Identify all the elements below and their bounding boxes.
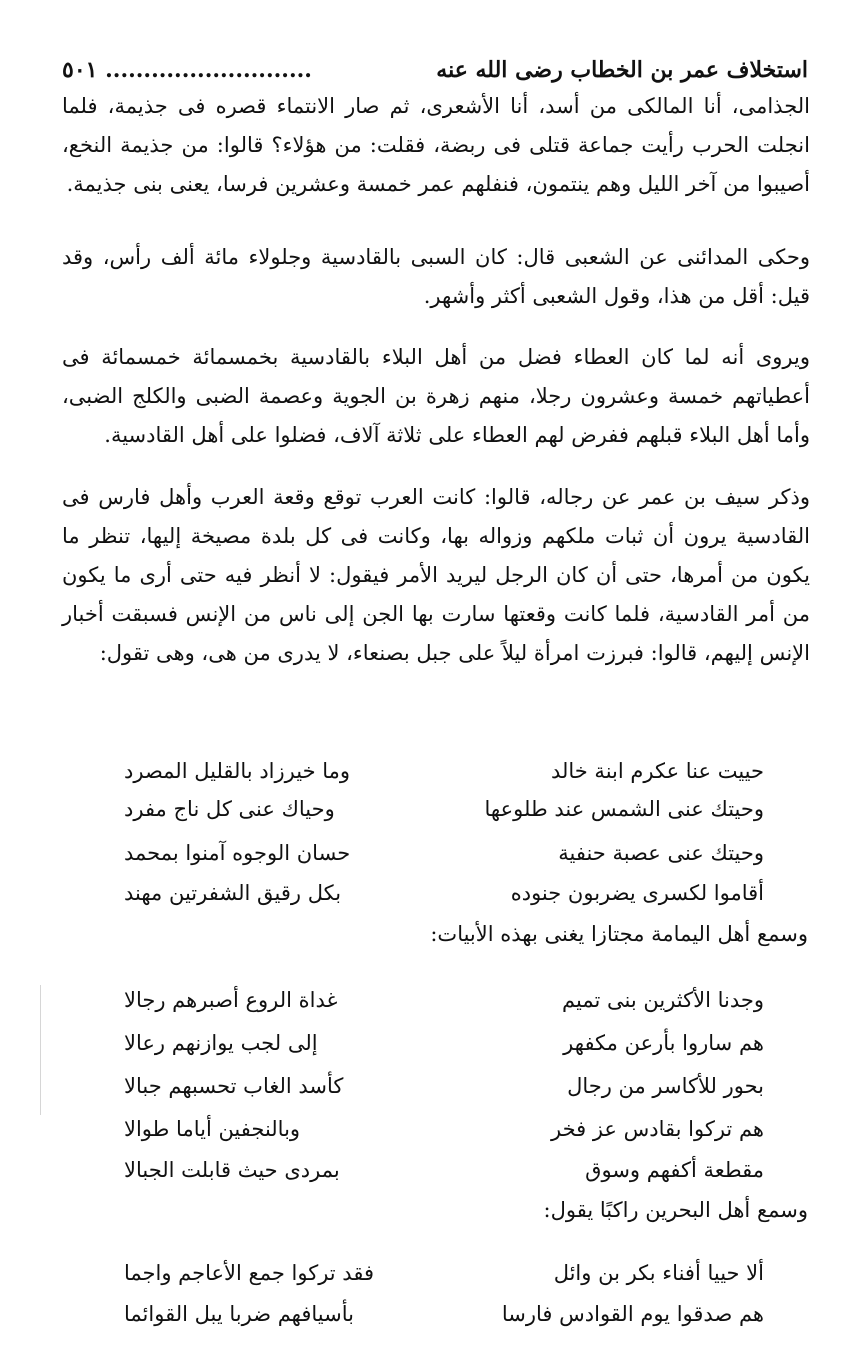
verse-line [124, 1296, 764, 1332]
paragraph: الجذامى، أنا المالكى من أسد، أنا الأشعرى، ثم صار الانتماء قصره فى جذيمة، فلما انجلت الحرب رأيت جماعة قتلى فى ربضة، فقلت: من هؤلاء؟ قالوا: من جذيمة النخع، أصيبوا من آخر الليل وهم ينتمون، فنفلهم عمر خمسة وعشرين فرسا، يعنى بنى جذيمة. [62, 94, 810, 196]
verse-second-hemistich: وبالنجفين أياما طوالا [124, 1117, 301, 1141]
verse-line [124, 753, 764, 789]
verse-first-hemistich: وحيتك عنى عصبة حنفية [558, 841, 764, 865]
verse-line [124, 1255, 764, 1291]
verse-first-hemistich: هم ساروا بأرعن مكفهر [563, 1031, 764, 1055]
verse-first-hemistich: وجدنا الأكثرين بنى تميم [562, 988, 764, 1012]
verse-first-hemistich: مقطعة أكفهم وسوق [585, 1158, 764, 1182]
paragraph: ويروى أنه لما كان العطاء فضل من أهل البلاء بالقادسية بخمسمائة خمسمائة فى أعطياتهم خمسة وعشرون رجلا، منهم زهرة بن الجوية وعصمة الضبى والكلج الضبى، وأما أهل البلاء قبلهم ففرض لهم العطاء على ثلاثة آلاف، فضلوا على أهل القادسية. [62, 345, 810, 447]
verse-first-hemistich: هم صدقوا يوم القوادس فارسا [501, 1302, 764, 1326]
verse-line [124, 1111, 764, 1147]
header-page-ref [62, 57, 312, 83]
verse-second-hemistich: بكل رقيق الشفرتين مهند [124, 881, 342, 905]
poem-intro: وسمع أهل البحرين راكبًا يقول: [543, 1198, 808, 1222]
verse-line [124, 982, 764, 1018]
page-number: ٥٠١ [62, 57, 98, 83]
verse-first-hemistich: هم تركوا بقادس عز فخر [550, 1117, 764, 1141]
verse-second-hemistich: غداة الروع أصبرهم رجالا [124, 988, 338, 1012]
header-leader-dots: ........................... [105, 57, 312, 83]
scan-fold-line [40, 985, 41, 1115]
verse-second-hemistich: حسان الوجوه آمنوا بمحمد [124, 841, 351, 865]
verse-second-hemistich: كأسد الغاب تحسبهم جبالا [124, 1074, 344, 1098]
verse-second-hemistich: إلى لجب يوازنهم رعالا [124, 1031, 318, 1055]
verse-second-hemistich: وما خيرزاد بالقليل المصرد [124, 759, 351, 783]
verse-first-hemistich: أقاموا لكسرى يضربون جنوده [510, 881, 764, 905]
verse-second-hemistich: بأسيافهم ضربا يبل القوائما [124, 1302, 354, 1326]
verse-line [124, 1152, 764, 1188]
header-title: استخلاف عمر بن الخطاب رضى الله عنه [436, 57, 808, 83]
verse-line [124, 1025, 764, 1061]
verse-first-hemistich: وحيتك عنى الشمس عند طلوعها [484, 797, 764, 821]
verse-first-hemistich: ألا حييا أفناء بكر بن وائل [553, 1261, 764, 1285]
verse-line [124, 791, 764, 827]
poem-intro: وسمع أهل اليمامة مجتازا يغنى بهذه الأبيات: [430, 922, 808, 946]
verse-line [124, 875, 764, 911]
verse-line [124, 835, 764, 871]
verse-line [124, 1068, 764, 1104]
running-header [62, 50, 808, 90]
verse-first-hemistich: بحور للأكاسر من رجال [567, 1074, 764, 1098]
verse-first-hemistich: حييت عنا عكرم ابنة خالد [550, 759, 764, 783]
verse-second-hemistich: وحياك عنى كل ناج مفرد [124, 797, 335, 821]
verse-second-hemistich: بمردى حيث قابلت الجبالا [124, 1158, 340, 1182]
paragraph: وذكر سيف بن عمر عن رجاله، قالوا: كانت العرب توقع وقعة العرب وأهل فارس فى القادسية يرون أن ثبات ملكهم وزواله بها، وكانت فى كل بلدة مصيخة إليها، تنظر ما يكون من أمرها، حتى أن كان الرجل ليريد الأمر فيقول: لا أنظر فيه حتى أرى ما يكون من أمر القادسية، فلما كانت وقعتها سارت بها الجن إلى ناس من الإنس فسبقت أخبار الإنس إليهم، قالوا: فبرزت امرأة ليلاً على جبل بصنعاء، لا يدرى من هى، وهى تقول: [62, 485, 810, 665]
paragraph: وحكى المدائنى عن الشعبى قال: كان السبى بالقادسية وجلولاء مائة ألف رأس، وقد قيل: أقل من هذا، وقول الشعبى أكثر وأشهر. [62, 245, 810, 308]
verse-second-hemistich: فقد تركوا جمع الأعاجم واجما [124, 1261, 374, 1285]
